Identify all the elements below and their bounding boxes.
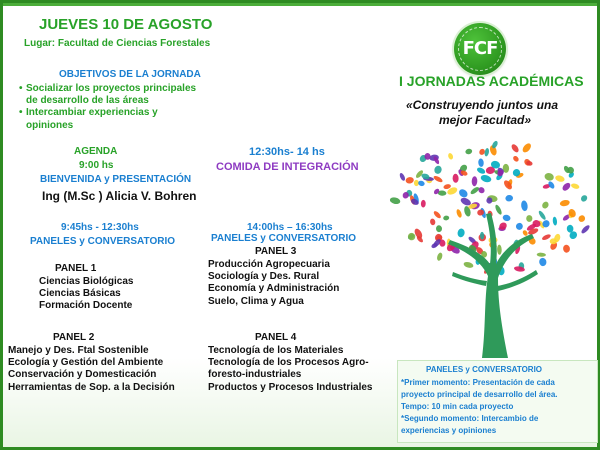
afternoon-time: 14:00hs – 16:30hs [247,222,333,233]
tree-leaf [477,186,486,195]
tree-leaf [478,158,484,167]
panel-2-list [8,345,175,394]
tree-leaf [457,188,469,199]
tree-leaf [443,215,450,221]
tree-leaf [497,245,502,255]
tree-leaf [505,195,513,202]
panel-item: Manejo y Des. Ftal Sostenible [8,345,149,356]
panel-item: Formación Docente [39,300,133,312]
tree-leaf [436,252,443,261]
tree-leaf [405,177,414,184]
objectives-list [19,83,196,132]
tree-branch [452,272,487,286]
info-box [397,360,598,443]
panel-4-list [208,345,373,394]
tree-leaf [522,229,529,236]
tree-leaf [559,199,570,207]
tree-leaf [538,210,547,221]
tree-leaf [541,200,550,209]
tree-leaf [554,174,565,183]
tree-leaf [421,200,426,208]
tree-leaf [436,225,442,232]
tree-leaf [465,148,473,155]
tree-leaf [389,196,401,205]
panel-item: Ciencias Biológicas [39,276,134,287]
event-date: JUEVES 10 DE AGOSTO [39,16,213,33]
panel-item: Suelo, Clima y Agua [208,295,304,307]
info-line: proyecto principal de desarrollo del área. [401,390,558,399]
tree-leaf [429,218,436,226]
tree-leaf [417,180,425,187]
panel-item: Tecnología de los Procesos Agro- [208,357,369,369]
welcome-label: BIENVENIDA y PRESENTACIÓN [40,174,192,185]
agenda-time-2: 9:45hs - 12:30hs [61,222,139,233]
tree-leaf [510,143,520,154]
panel-item: foresto-industriales [208,369,302,381]
event-subtitle-line-1: «Construyendo juntos una [406,98,559,112]
tree-leaf [515,222,525,232]
tree-leaf [538,257,547,266]
tree-leaf [561,181,572,192]
tree-leaf [526,215,532,222]
tree-leaf [480,174,492,184]
tree-leaf [433,210,442,219]
objectives-title: OBJETIVOS DE LA JORNADA [59,69,201,80]
tree-leaf [544,172,555,182]
tree-leaf [580,194,589,203]
afternoon-panels-label: PANELES y CONVERSATORIO [211,233,357,244]
event-place: Lugar: Facultad de Ciencias Forestales [24,38,211,49]
tree-leaf [520,200,528,211]
logo-text: FCF [462,38,498,59]
tree-leaf [537,252,546,256]
info-box-title: PANELES y CONVERSATORIO [426,365,543,374]
panel-item: Sociología y Des. Rural [208,271,320,283]
tree-leaf [541,233,551,241]
panel-item: Ciencias Básicas [39,288,121,300]
tree-leaf [484,148,490,157]
tree-leaf [494,204,503,216]
tree-leaf [456,209,463,219]
panel-1-list [39,276,133,313]
tree-leaf [476,166,486,175]
tree-leaf [521,142,533,154]
panel-item: Ecología y Gestión del Ambiente [8,357,164,369]
info-line: *Segundo momento: Intercambio de [401,414,539,423]
panel-3-list [208,259,339,308]
panel-item: Tecnología de los Materiales [208,345,344,356]
objective-item: • Intercambiar experiencias y opiniones [19,107,196,131]
agenda-title: AGENDA [74,146,118,157]
panel-4-title: PANEL 4 [255,332,297,343]
info-line: experiencias y opiniones [401,426,497,435]
lunch-time: 12:30hs- 14 hs [249,146,325,158]
tree-leaf [463,261,474,269]
tree-leaf [472,176,478,186]
panel-item: Conservación y Domesticación [8,369,157,381]
welcome-speaker: Ing (M.Sc ) Alicia V. Bohren [42,189,197,203]
panel-1-title: PANEL 1 [55,263,97,274]
lunch-label: COMIDA DE INTEGRACIÓN [216,161,359,173]
panel-item: Herramientas de Sop. a la Decisión [8,381,175,393]
tree-leaf [580,224,591,235]
tree-leaf [399,172,406,181]
panel-item: Economía y Administración [208,283,340,295]
tree-leaf [447,152,453,160]
panel-item: Producción Agropecuaria [208,259,330,270]
tree-illustration [386,136,598,358]
panel-2-title: PANEL 2 [53,332,95,343]
tree-leaf [552,216,557,225]
panel-3-title: PANEL 3 [255,246,297,257]
tree-leaf [512,155,520,163]
tree-leaf [457,228,466,238]
info-line: *Primer momento: Presentación de cada [401,378,555,387]
event-title: I JORNADAS ACADÉMICAS [399,73,584,89]
tree-canopy [389,140,591,276]
tree-leaf [502,214,511,222]
event-subtitle-line-2: mejor Facultad» [439,113,532,127]
tree-leaf [570,183,580,190]
panel-item: Productos y Procesos Industriales [208,381,373,393]
tree-leaf [577,214,586,223]
tree-leaf [452,174,458,183]
tree-leaf [563,244,571,253]
fcf-logo [454,23,506,75]
objective-item: • Socializar los proyectos principales de desarrollo de las áreas [19,83,196,107]
morning-panels-label: PANELES y CONVERSATORIO [30,236,176,247]
agenda-time-1: 9:00 hs [79,160,114,171]
tree-leaf [433,175,444,184]
tree-leaf [433,165,442,175]
info-line: Tempo: 10 min cada proyecto [401,402,514,411]
